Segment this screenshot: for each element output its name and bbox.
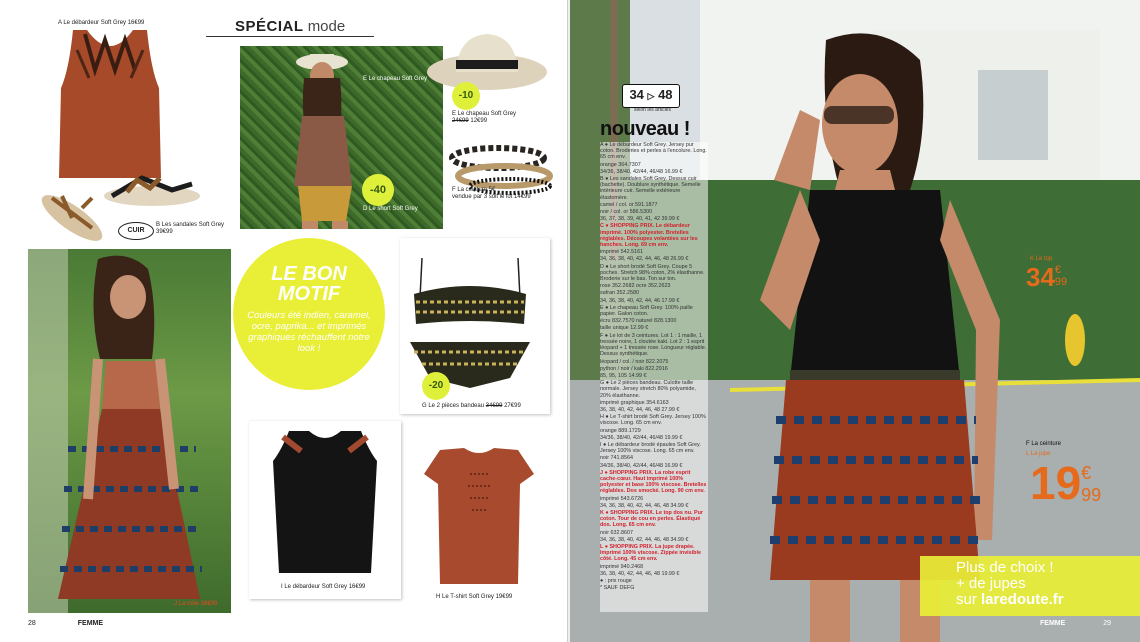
photo-caption-e: E Le chapeau Soft Grey	[363, 76, 428, 82]
caption-item-g-label: G Le 2 pièces bandeau	[422, 403, 485, 409]
product-detail-line: léopard / col. / noir 822.2075	[600, 358, 669, 365]
hedge-photo	[240, 46, 443, 229]
promo-url-link[interactable]: laredoute.fr	[981, 591, 1064, 608]
product-detail-line: B ● Les sandales Soft Grey. Dessus cuir (bachette). Doublure synthétique. Semelle intérieure cuir. Semelle extérieure élastomère.	[600, 176, 701, 201]
product-detail-line: 34, 36, 38, 40, 42, 44, 46 17.99 €	[600, 297, 680, 304]
discount-badge-g: -20	[422, 372, 450, 400]
discount-badge-d: -40	[362, 174, 394, 206]
promo-box[interactable]	[920, 556, 1140, 616]
leather-badge: CUIR	[118, 222, 154, 240]
caption-item-e-label: E Le chapeau Soft Grey	[452, 111, 517, 117]
product-detail-line: python / noir / kaki 822.2916	[600, 365, 668, 372]
product-detail-line: D ● Le short brodé Soft Grey. Coupe 5 poches. Stretch 98% coton, 2% élasthanne. Broderie sur le bas. Ton sur ton.	[600, 263, 705, 283]
dress-photo	[28, 249, 231, 613]
product-detail-line: camel / col. or 591.1877	[600, 201, 658, 208]
model-with-sunglasses-figure	[730, 0, 1060, 642]
motif-body: Couleurs été indien, caramel, ocre, paprika... et imprimés graphiques réchauffent notre look !	[247, 310, 371, 354]
caption-item-f	[452, 187, 531, 201]
product-detail-line: taille unique 12.99 €	[600, 325, 649, 332]
page-range-to: 48	[658, 87, 673, 102]
product-detail-line: H ● Le T-shirt brodé Soft Grey. Jersey 100% viscose. Long. 65 cm env.	[600, 414, 706, 427]
k-price-euros: 34	[1026, 262, 1055, 292]
product-detail-line: imprimé graphique 354.6163	[600, 399, 669, 406]
page-range-from: 34	[629, 87, 644, 102]
product-detail-line: écru 832.7570 naturel 828.1300	[600, 318, 677, 325]
f-belt-label: F La ceinture	[1026, 441, 1062, 447]
k-price-currency: €	[1054, 264, 1062, 276]
caption-item-a: A Le débardeur Soft Grey 16€99	[58, 20, 145, 26]
black-tank-card	[249, 421, 401, 599]
page-range-arrow: ▷	[647, 91, 655, 101]
product-detail-line: noir / col. or 586.5300	[600, 209, 653, 216]
section-header-bold: SPÉCIAL	[235, 18, 304, 35]
caption-item-g-new-price: 27€99	[504, 403, 521, 409]
section-header-light: mode	[307, 18, 346, 35]
caption-item-i: I Le débardeur Soft Grey 16€99	[281, 584, 366, 590]
caption-item-e-old-price: 24€99	[452, 118, 469, 124]
section-header	[235, 18, 345, 35]
k-price-label: K Le top	[1030, 256, 1053, 262]
left-folio	[28, 620, 103, 627]
black-tank-image	[249, 421, 401, 599]
product-detail-line: L ● SHOPPING PRIX. La jupe drapée. Imprimé 100% viscose. Zippée invisible côté. Long. 45 cm env.	[600, 543, 701, 563]
model-with-hat-figure	[240, 46, 443, 229]
product-detail-line: G ● Le 2 pièces bandeau. Culotte taille normale. Jersey stretch 80% polyamide, 20% élasthanne.	[600, 380, 696, 399]
product-detail-line: imprimé 940.2468	[600, 563, 644, 570]
caption-item-e-new-price: 12€99	[470, 118, 488, 124]
product-detail-line: ● : prix rouge	[600, 578, 632, 584]
caption-item-f-label: F La ceinture 5€	[452, 187, 496, 193]
product-detail-line: A ● Le débardeur Soft Grey. Jersey pur coton. Broderies et perles à l'encolure. Long. 65 cm env.	[600, 142, 707, 161]
header-rule	[206, 36, 374, 37]
product-detail-line: E ● Le chapeau Soft Grey. 100% paille papier. Galon coton.	[600, 304, 693, 318]
caption-item-e	[452, 111, 516, 125]
l-price-cents: 99	[1081, 485, 1102, 505]
product-detail-line: imprimé 542.5161	[600, 249, 644, 256]
product-detail-line: 34/36, 38/40, 42/44, 46/48 16.99 €	[600, 462, 683, 469]
product-detail-line: 34/36, 38/40, 42/44, 46/48 19.99 €	[600, 434, 683, 441]
right-folio-label: FEMME	[1040, 620, 1066, 627]
left-folio-label: FEMME	[77, 620, 104, 627]
l-price-currency: €	[1081, 463, 1092, 483]
product-detail-line: 34, 36, 38, 40, 42, 44, 46, 48 34.99 €	[600, 502, 689, 509]
product-detail-line: * SAUF DEFG	[600, 585, 635, 592]
tank-top-orange-image	[55, 30, 165, 180]
nouveau-title: nouveau !	[600, 118, 690, 140]
motif-title	[233, 264, 385, 304]
product-detail-line: 36, 38, 40, 42, 44, 46, 48 27.99 €	[600, 406, 680, 413]
product-detail-line: 85, 95, 105 14.99 €	[600, 372, 647, 379]
product-detail-line: rose 352.2682 ocre 352.2623	[600, 283, 671, 290]
product-detail-line: K ● SHOPPING PRIX. Le top dos nu. Pur coton. Tour de cou en perles. Élastiqué dos. Long. 65 cm env.	[600, 509, 703, 529]
product-detail-line: safran 352.2580	[600, 290, 639, 297]
l-price-euros: 19	[1030, 457, 1082, 509]
left-page	[0, 0, 568, 642]
motif-title-line1: LE BON	[271, 263, 347, 285]
photo-caption-d: D Le short Soft Grey	[363, 206, 418, 212]
right-page	[570, 0, 1140, 642]
page-range-box	[622, 84, 680, 108]
product-details-column	[600, 142, 708, 612]
caption-item-h: H Le T-shirt Soft Grey 19€99	[436, 594, 513, 600]
promo-line1: Plus de choix !	[956, 559, 1054, 576]
l-price-label: L La jupe	[1026, 451, 1051, 457]
promo-line3-prefix: sur	[956, 591, 982, 608]
product-detail-line: F ● Le lot de 3 ceintures. Lot 1 : 1 maille, 1 tressée noire, 1 cloutée kaki. Lot 2 : 1 esprit léopard + 1 tressée rose. Longueur réglable. Dessus synthétique.	[600, 332, 707, 358]
discount-badge-e: -10	[452, 82, 480, 110]
caption-item-f-lot: vendue par 3 soit le lot 14€99	[452, 194, 531, 200]
product-detail-line: 36, 37, 38, 39, 40, 41, 42 39.99 €	[600, 216, 680, 223]
caption-item-g-old-price: 34€99	[485, 403, 503, 409]
caption-item-g	[422, 403, 521, 410]
tshirt-image	[420, 444, 538, 592]
page-range-sub: selon les articles	[634, 107, 671, 113]
right-folio	[1040, 620, 1111, 627]
left-page-number: 28	[28, 620, 36, 627]
product-detail-line: orange 364.7307	[600, 161, 641, 168]
straw-hat-image	[424, 26, 550, 96]
promo-text	[956, 560, 1064, 608]
l-price	[1030, 456, 1101, 510]
caption-item-b: B Les sandales Soft Grey 39€99	[156, 222, 225, 235]
product-detail-line: C ● SHOPPING PRIX. Le débardeur imprimé. 100% polyester. Bretelles réglables. Découpes volantées sur les hanches. Long. 69 cm env.	[600, 223, 698, 249]
product-detail-line: I ● Le débardeur brodé épaules Soft Grey. Jersey 100% viscose. Long. 65 cm env.	[600, 441, 701, 455]
product-detail-line: J ● SHOPPING PRIX. La robe esprit cache-cœur. Haut imprimé 100% polyester et base 100% viscose. Bretelles réglables. Dos smocké. Long. 90 cm env.	[600, 469, 707, 495]
le-bon-motif-circle	[233, 238, 385, 390]
k-price	[1026, 262, 1067, 293]
product-detail-line: orange 889.1729	[600, 427, 641, 434]
product-detail-line: 36, 38, 40, 42, 44, 46, 48 19.99 €	[600, 570, 680, 577]
caption-item-j: J La robe 38€99	[174, 601, 218, 607]
product-detail-line: noir 632.8607	[600, 529, 633, 536]
right-page-number: 29	[1103, 620, 1112, 627]
promo-line3	[956, 592, 1064, 608]
product-detail-line: imprimé 543.6726	[600, 495, 644, 502]
product-detail-line: noir 741.8564	[600, 455, 633, 462]
k-price-cents: 99	[1054, 276, 1068, 288]
product-detail-line: 34, 36, 38, 40, 42, 44, 46, 48 34.99 €	[600, 536, 689, 543]
bikini-card	[400, 238, 550, 414]
product-detail-line: 34, 36, 38, 40, 42, 44, 46, 48 26.99 €	[600, 256, 689, 263]
promo-line2: + de jupes	[956, 575, 1026, 592]
model-in-dress-figure	[28, 249, 231, 613]
motif-title-line2: MOTIF	[277, 283, 341, 305]
product-detail-line: 34/36, 38/40, 42/44, 46/48 16.99 €	[600, 168, 683, 175]
